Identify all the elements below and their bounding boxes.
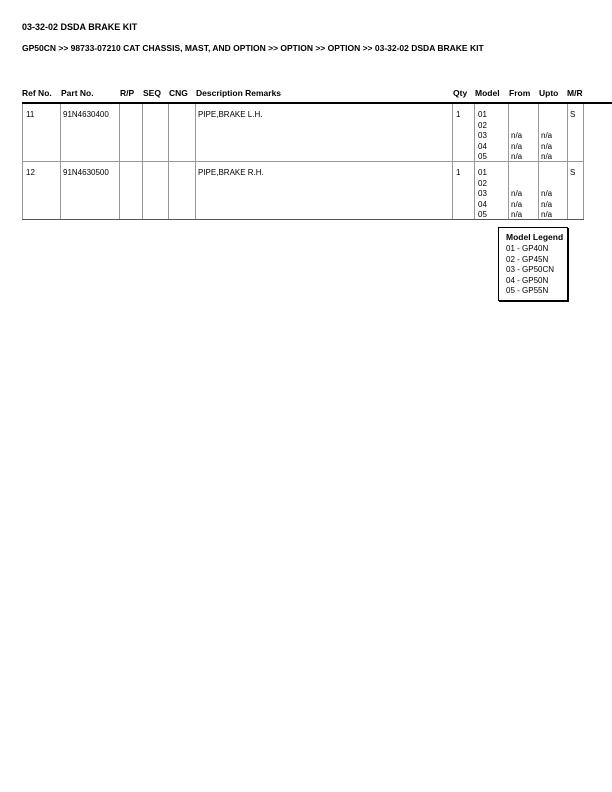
from-value: n/a xyxy=(511,210,523,219)
cell-description: PIPE,BRAKE L.H. xyxy=(198,110,263,119)
header-upto: Upto xyxy=(539,88,559,98)
cell-part-no: 91N4630400 xyxy=(63,110,109,119)
model-legend xyxy=(498,227,568,301)
upto-value: n/a xyxy=(541,141,553,151)
model-code: 02 xyxy=(478,178,487,188)
cell-from xyxy=(511,168,522,221)
legend-item: 01 - GP40N xyxy=(506,244,549,253)
cell-qty: 1 xyxy=(456,168,461,177)
from-value: n/a xyxy=(511,199,523,209)
upto-value: n/a xyxy=(541,199,553,209)
cell-ref-no: 11 xyxy=(26,110,35,119)
model-code: 01 xyxy=(478,168,487,177)
cell-upto xyxy=(541,168,552,221)
header-part-no: Part No. xyxy=(61,88,94,98)
model-code: 04 xyxy=(478,199,487,209)
upto-value: n/a xyxy=(541,152,553,161)
model-code: 03 xyxy=(478,189,487,198)
header-ref-no: Ref No. xyxy=(22,88,52,98)
from-value xyxy=(511,168,522,179)
legend-item: 05 - GP55N xyxy=(506,286,549,295)
page-title: 03-32-02 DSDA BRAKE KIT xyxy=(22,22,138,32)
from-value: n/a xyxy=(511,152,523,161)
model-code: 04 xyxy=(478,141,487,151)
cell-part-no: 91N4630500 xyxy=(63,168,109,177)
from-value xyxy=(511,121,522,132)
from-value: n/a xyxy=(511,141,523,151)
cell-upto xyxy=(541,110,552,163)
header-rp: R/P xyxy=(120,88,135,98)
upto-value: n/a xyxy=(541,189,553,198)
header-seq: SEQ xyxy=(143,88,161,98)
model-code: 05 xyxy=(478,210,487,219)
header-mr: M/R xyxy=(567,88,583,98)
from-value xyxy=(511,110,522,121)
legend-item: 04 - GP50N xyxy=(506,275,549,285)
model-code: 01 xyxy=(478,110,487,119)
header-from: From xyxy=(509,88,531,98)
upto-value xyxy=(541,168,552,179)
cell-models xyxy=(478,168,487,221)
header-qty: Qty xyxy=(453,88,468,98)
header-cng: CNG xyxy=(169,88,188,98)
cell-ref-no: 12 xyxy=(26,168,35,177)
from-value: n/a xyxy=(511,189,523,198)
cell-qty: 1 xyxy=(456,110,461,119)
upto-value: n/a xyxy=(541,131,553,140)
model-code: 05 xyxy=(478,152,487,161)
header-description: Description Remarks xyxy=(196,88,282,98)
upto-value: n/a xyxy=(541,210,553,219)
legend-title: Model Legend xyxy=(506,232,564,242)
model-code: 02 xyxy=(478,120,487,130)
upto-value xyxy=(541,121,552,132)
header-model: Model xyxy=(475,88,500,98)
upto-value xyxy=(541,110,552,121)
cell-mr: S xyxy=(570,110,576,119)
legend-item: 03 - GP50CN xyxy=(506,265,555,274)
table-row xyxy=(22,162,584,219)
cell-description: PIPE,BRAKE R.H. xyxy=(198,168,264,177)
breadcrumb: GP50CN >> 98733-07210 CAT CHASSIS, MAST, AND OPTION >> OPTION >> OPTION >> 03-32-02 DSDA BRAKE KIT xyxy=(22,43,484,53)
from-value: n/a xyxy=(511,131,523,140)
parts-table xyxy=(22,104,584,220)
from-value xyxy=(511,179,522,190)
cell-models xyxy=(478,110,487,163)
legend-item: 02 - GP45N xyxy=(506,254,549,264)
model-code: 03 xyxy=(478,131,487,140)
upto-value xyxy=(541,179,552,190)
cell-from xyxy=(511,110,522,163)
table-row xyxy=(22,104,584,162)
cell-mr: S xyxy=(570,168,576,177)
